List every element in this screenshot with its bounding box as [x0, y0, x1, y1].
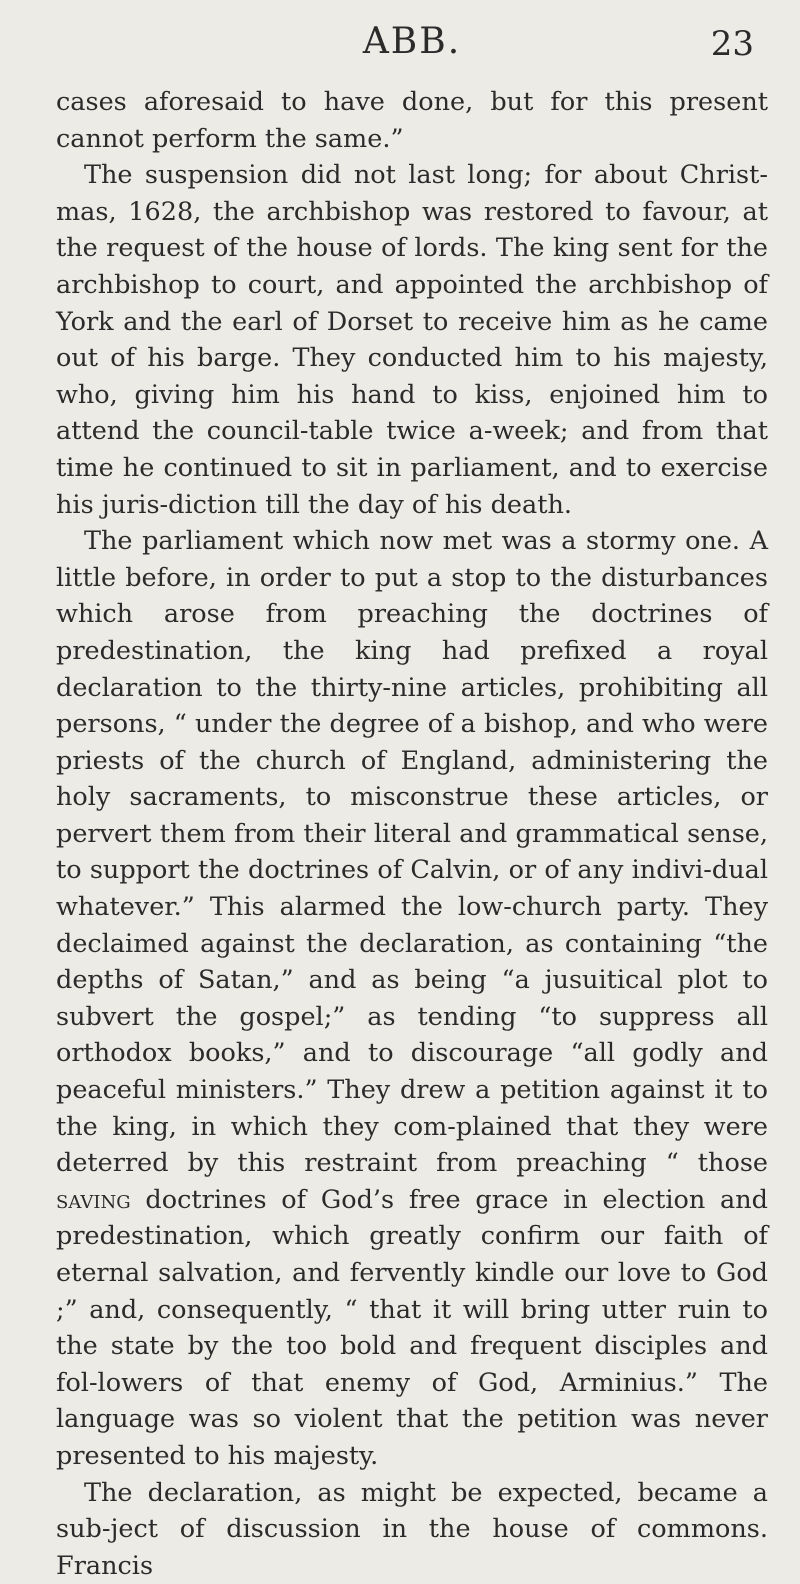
paragraph-suspension: The suspension did not last long; for about Christ-mas, 1628, the archbishop was restored to favour, at the request of the house of lords. The king sent for the archbishop to court, and appointed the archbishop of York and the earl of Dorset to receive him as he came out of his barge. They conducted him to his majesty, who, giving him his hand to kiss, enjoined him to attend the council-table twice a-week; and from that time he continued to sit in parliament, and to exercise his juris-diction till the day of his death.	[56, 160, 768, 520]
running-head	[56, 0, 768, 84]
paragraph-parliament-part2: doctrines of God’s free grace in election and predestination, which greatly confirm our faith of eternal salvation, and fervently kindle our love to God ;” and, consequently, “ that it will bring utter ruin to the state by the too bold and frequent disciples and fol-lowers of that enemy of God, Arminius.” The language was so violent that the petition was never presented to his majesty.	[56, 1184, 769, 1471]
body-text	[56, 84, 768, 1584]
paragraph-parliament	[56, 523, 768, 1474]
running-title: ABB.	[362, 21, 462, 62]
page-number: 23	[710, 24, 754, 64]
small-caps-saving: saving	[56, 1184, 131, 1215]
paragraph-continuation: cases aforesaid to have done, but for this present cannot perform the same.”	[56, 87, 768, 154]
paragraph-parliament-part1: The parliament which now met was a stormy one. A little before, in order to put a stop to the disturbances which arose from preaching the doctrines of predestination, the king had prefixed a royal declaration to the thirty-nine articles, prohibiting all persons, “ under the degree of a bishop, and who were priests of the church of England, administering the holy sacraments, to misconstrue these articles, or pervert them from their literal and grammatical sense, to support the doctrines of Calvin, or of any indivi-dual whatever.” This alarmed the low-church party. They declaimed against the declaration, as containing “the depths of Satan,” and as being “a jusuitical plot to subvert the gospel;” as tending “to suppress all orthodox books,” and to discourage “all godly and peaceful ministers.” They drew a petition against it to the king, in which they com-plained that they were deterred by this restraint from preaching “ those	[56, 526, 768, 1179]
paragraph-declaration: The declaration, as might be expected, became a sub-ject of discussion in the house of commons. Francis	[56, 1477, 768, 1581]
